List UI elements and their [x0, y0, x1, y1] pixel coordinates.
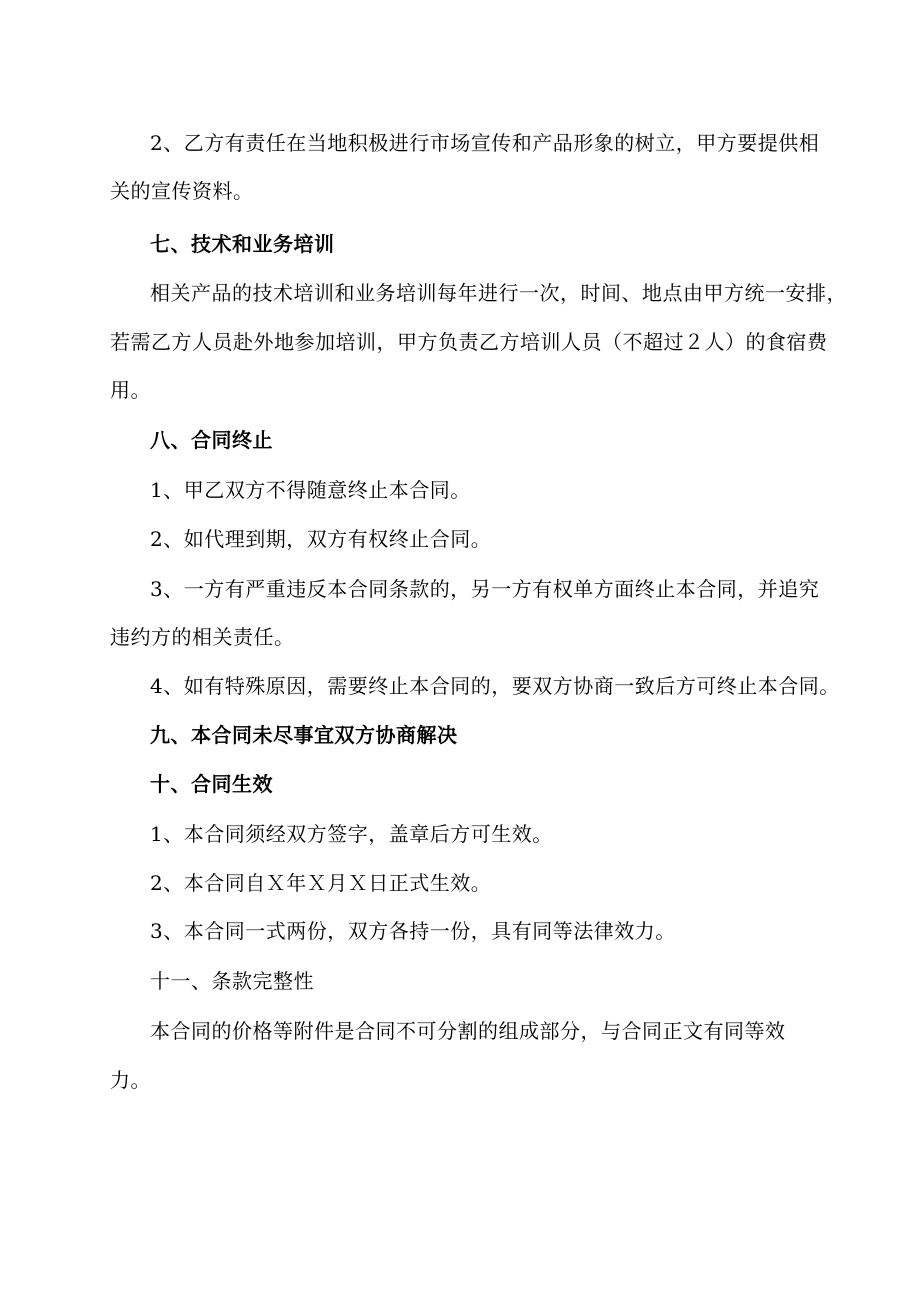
clause-8-4: 4、如有特殊原因，需要终止本合同的，要双方协商一致后方可终止本合同。	[150, 674, 840, 698]
clause-10-1: 1、本合同须经双方签字，盖章后方可生效。	[150, 822, 553, 846]
section-11-line-1: 本合同的价格等附件是合同不可分割的组成部分，与合同正文有同等效	[150, 1019, 786, 1043]
section-7-line-2: 若需乙方人员赴外地参加培训，甲方负责乙方培训人员（不超过２人）的食宿费	[110, 330, 828, 354]
section-11-heading: 十一、条款完整性	[150, 969, 314, 993]
section-10-heading: 十、合同生效	[150, 772, 273, 796]
clause-8-3-line-2: 违约方的相关责任。	[110, 625, 295, 649]
section-9-heading: 九、本合同未尽事宜双方协商解决	[150, 723, 458, 747]
clause-8-3-line-1: 3、一方有严重违反本合同条款的，另一方有权单方面终止本合同，并追究	[150, 577, 820, 601]
clause-6-2-line-2: 关的宣传资料。	[110, 179, 254, 203]
clause-6-2-line-1: 2、乙方有责任在当地积极进行市场宣传和产品形象的树立，甲方要提供相	[150, 131, 820, 155]
section-11-line-2: 力。	[110, 1068, 151, 1092]
section-7-line-1: 相关产品的技术培训和业务培训每年进行一次，时间、地点由甲方统一安排，	[150, 281, 847, 305]
clause-10-3: 3、本合同一式两份，双方各持一份，具有同等法律效力。	[150, 919, 676, 943]
clause-8-1: 1、甲乙双方不得随意终止本合同。	[150, 478, 471, 502]
section-8-heading: 八、合同终止	[150, 428, 273, 452]
section-7-heading: 七、技术和业务培训	[150, 232, 335, 256]
clause-8-2: 2、如代理到期，双方有权终止合同。	[150, 527, 492, 551]
section-7-line-3: 用。	[110, 378, 151, 402]
clause-10-2: 2、本合同自Ｘ年Ｘ月Ｘ日正式生效。	[150, 871, 492, 895]
